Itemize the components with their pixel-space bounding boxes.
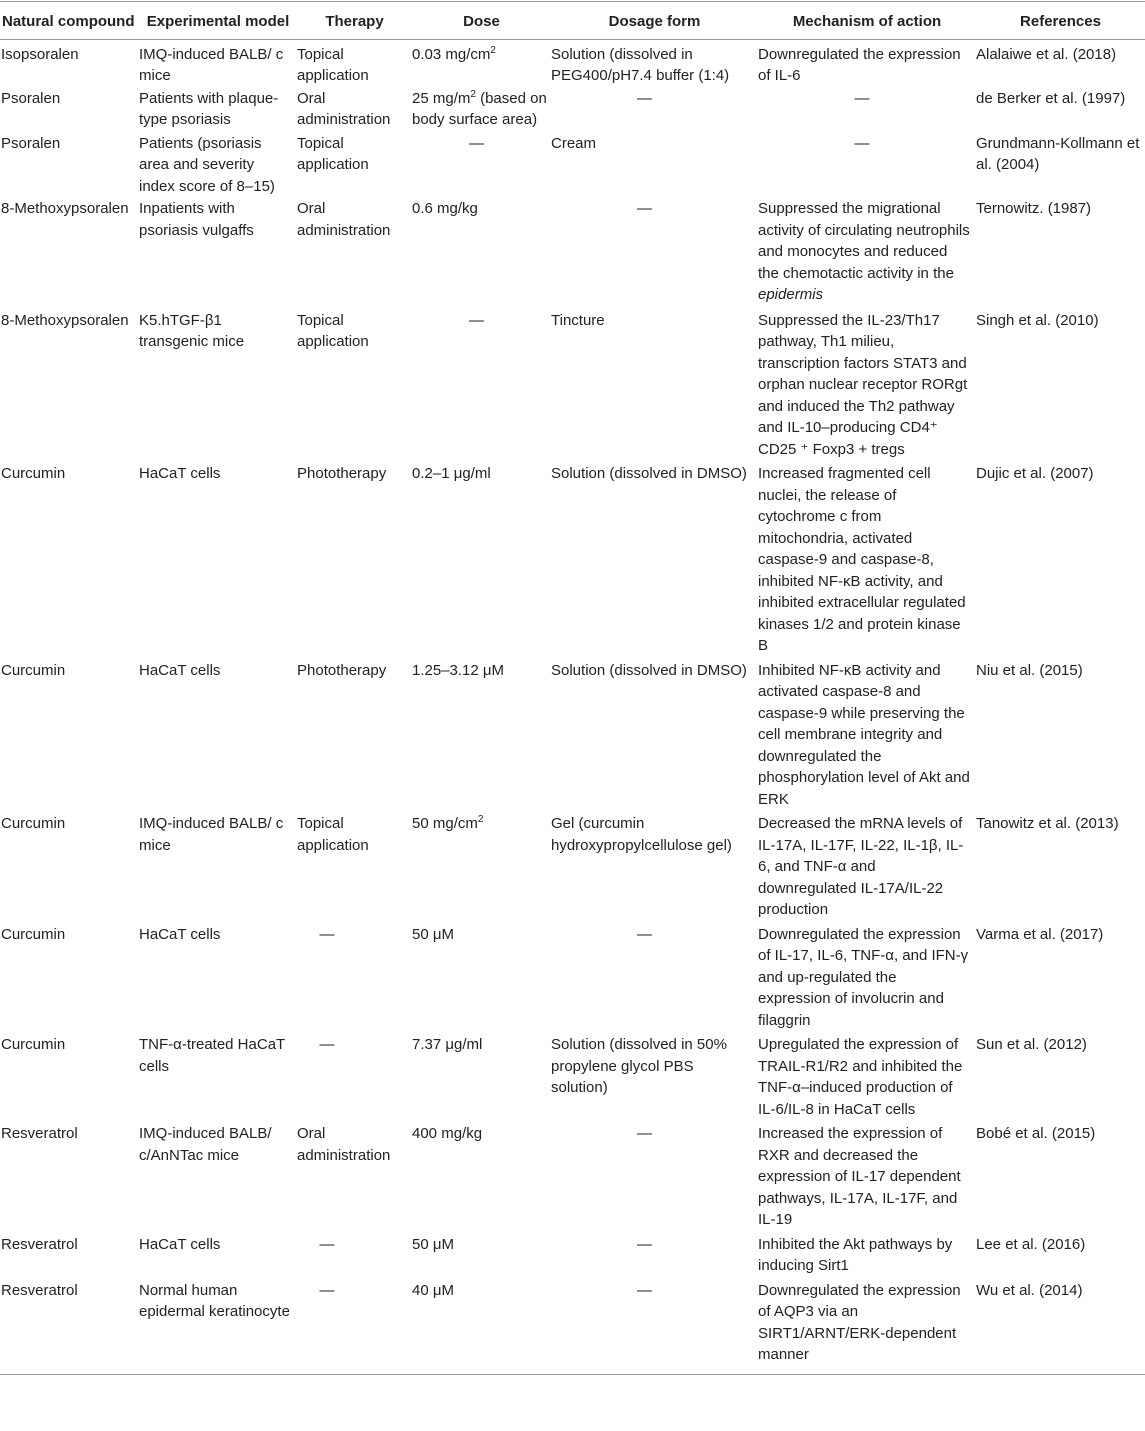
mechanism-text: Increased the expression of RXR and decreased the expression of IL-17 dependent pathways, IL-17A, IL-17F, and IL-19 (758, 1125, 961, 1228)
header-mechanism: Mechanism of action (792, 13, 942, 30)
cell-natural-compound (0, 306, 139, 461)
cell-mechanism (758, 657, 976, 811)
compound-name: Curcumin (1, 815, 66, 832)
mechanism-text: — (854, 89, 870, 107)
mechanism-text: Downregulated the expression of IL-6 (758, 45, 961, 84)
reference-text: Varma et al. (2017) (976, 925, 1104, 943)
compound-name: Resveratrol (1, 1125, 78, 1142)
model-text: HaCaT cells (139, 1235, 221, 1253)
table-row (0, 1277, 1145, 1375)
cell-experimental-model (139, 921, 297, 1032)
compound-name: Curcumin (1, 1036, 66, 1053)
cell-natural-compound (0, 460, 139, 657)
dosage-form-text: — (637, 1125, 652, 1142)
cell-therapy (297, 306, 412, 461)
cell-natural-compound (0, 131, 139, 198)
cell-natural-compound (0, 1120, 139, 1231)
cell-dose (412, 460, 551, 657)
compound-name: Resveratrol (1, 1235, 78, 1253)
model-text: IMQ-induced BALB/ c mice (139, 45, 284, 84)
cell-therapy (297, 131, 412, 198)
dosage-form-text: — (637, 925, 652, 943)
model-text: HaCaT cells (139, 661, 221, 679)
cell-dosage-form (551, 39, 758, 87)
table-row (0, 657, 1145, 811)
dose-text: 1.25–3.12 μM (412, 661, 505, 679)
cell-mechanism (758, 87, 976, 131)
compound-name: Curcumin (1, 661, 66, 679)
compound-table (0, 1, 1145, 1375)
dosage-form-text: Solution (dissolved in DMSO) (551, 661, 747, 679)
cell-reference (976, 306, 1145, 461)
cell-therapy (297, 197, 412, 306)
cell-reference (976, 87, 1145, 131)
cell-dose (412, 306, 551, 461)
mechanism-text: Increased fragmented cell nuclei, the release of cytochrome c from mitochondria, activated caspase-9 and caspase-8, inhibited NF-κB activity, and inhibited extracellular regulated kinases 1/2 and protein kinase B (758, 465, 966, 654)
dose-text: 400 mg/kg (412, 1125, 483, 1142)
cell-therapy (297, 810, 412, 921)
compound-name: Isopsoralen (1, 45, 79, 63)
cell-dose (412, 657, 551, 811)
cell-dosage-form (551, 657, 758, 811)
therapy-text: — (319, 1036, 335, 1053)
cell-dosage-form (551, 1120, 758, 1231)
cell-dosage-form (551, 1231, 758, 1277)
cell-mechanism (758, 921, 976, 1032)
cell-reference (976, 1031, 1145, 1120)
model-text: Normal human epidermal keratinocyte (139, 1281, 290, 1320)
model-text: IMQ-induced BALB/ c/AnNTac mice (139, 1125, 272, 1164)
cell-dose (412, 1031, 551, 1120)
cell-experimental-model (139, 1231, 297, 1277)
cell-natural-compound (0, 921, 139, 1032)
reference-text: Dujic et al. (2007) (976, 465, 1094, 482)
therapy-text: — (319, 1235, 335, 1253)
mechanism-text: Downregulated the expression of AQP3 via an SIRT1/ARNT/ERK-dependent manner (758, 1281, 961, 1363)
table-row (0, 1231, 1145, 1277)
header-dosage-form: Dosage form (608, 13, 701, 30)
cell-reference (976, 131, 1145, 198)
cell-dose (412, 810, 551, 921)
cell-dosage-form (551, 87, 758, 131)
compound-name: 8-Methoxypsoralen (1, 311, 129, 329)
cell-therapy (297, 39, 412, 87)
model-text: Inpatients with psoriasis vulgaffs (139, 200, 254, 239)
cell-natural-compound (0, 197, 139, 306)
cell-experimental-model (139, 39, 297, 87)
dosage-form-text: Gel (curcumin hydroxypropylcellulose gel) (551, 815, 732, 854)
reference-text: Singh et al. (2010) (976, 311, 1099, 329)
cell-therapy (297, 657, 412, 811)
cell-therapy (297, 460, 412, 657)
cell-experimental-model (139, 131, 297, 198)
table-row (0, 1031, 1145, 1120)
dose-text: 7.37 μg/ml (412, 1036, 483, 1053)
therapy-text: — (319, 925, 335, 943)
reference-text: Tanowitz et al. (2013) (976, 815, 1119, 832)
dosage-form-text: Solution (dissolved in 50% propylene glycol PBS solution) (551, 1036, 727, 1096)
cell-therapy (297, 1120, 412, 1231)
therapy-text: Topical application (297, 815, 369, 854)
table-row (0, 306, 1145, 461)
compound-name: Psoralen (1, 134, 61, 152)
dosage-form-text: — (637, 200, 652, 217)
cell-natural-compound (0, 39, 139, 87)
cell-dose (412, 1120, 551, 1231)
dose-text: 0.03 mg/cm (412, 45, 491, 63)
cell-reference (976, 39, 1145, 87)
cell-mechanism (758, 460, 976, 657)
therapy-text: Oral administration (297, 1125, 391, 1164)
cell-mechanism (758, 306, 976, 461)
cell-natural-compound (0, 1031, 139, 1120)
header-dose: Dose (463, 13, 500, 30)
model-text: Patients (psoriasis area and severity index score of 8–15) (139, 134, 275, 195)
mechanism-text: Inhibited the Akt pathways by inducing Sirt1 (758, 1235, 953, 1274)
dose-superscript: 2 (477, 814, 484, 825)
dosage-form-text: Solution (dissolved in DMSO) (551, 465, 747, 482)
mechanism-text: Downregulated the expression of IL-17, IL-6, TNF-α, and IFN-γ and up-regulated the expression of involucrin and filaggrin (758, 925, 969, 1029)
cell-experimental-model (139, 657, 297, 811)
dosage-form-text: — (637, 1235, 652, 1253)
cell-reference (976, 810, 1145, 921)
cell-therapy (297, 87, 412, 131)
mechanism-emphasis: epidermis (758, 286, 824, 303)
cell-dosage-form (551, 1277, 758, 1375)
cell-mechanism (758, 131, 976, 198)
cell-reference (976, 197, 1145, 306)
dose-superscript: 2 (490, 44, 496, 56)
cell-dose (412, 1231, 551, 1277)
reference-text: Lee et al. (2016) (976, 1235, 1086, 1253)
cell-therapy (297, 1277, 412, 1375)
cell-dose (412, 197, 551, 306)
cell-dosage-form (551, 921, 758, 1032)
dose-text: — (469, 134, 484, 152)
cell-mechanism (758, 39, 976, 87)
model-text: IMQ-induced BALB/ c mice (139, 815, 284, 854)
therapy-text: Phototherapy (297, 661, 387, 679)
compound-name: 8-Methoxypsoralen (1, 200, 129, 217)
compound-name: Curcumin (1, 925, 66, 943)
cell-reference (976, 1277, 1145, 1375)
therapy-text: Phototherapy (297, 465, 387, 482)
dose-text: 25 mg/m (412, 89, 471, 107)
dose-text: 50 μM (412, 1235, 454, 1253)
cell-dosage-form (551, 131, 758, 198)
table-body (0, 39, 1145, 1374)
cell-natural-compound (0, 1231, 139, 1277)
dosage-form-text: Tincture (551, 311, 605, 329)
therapy-text: Topical application (297, 311, 369, 350)
table-row (0, 131, 1145, 198)
cell-dosage-form (551, 1031, 758, 1120)
cell-natural-compound (0, 810, 139, 921)
cell-experimental-model (139, 197, 297, 306)
model-text: TNF-α-treated HaCaT cells (139, 1036, 285, 1075)
mechanism-text: Suppressed the migrational activity of circulating neutrophils and monocytes and reduced the chemotactic activity in the (758, 200, 970, 282)
cell-natural-compound (0, 657, 139, 811)
dose-superscript: 2 (470, 88, 476, 100)
cell-therapy (297, 921, 412, 1032)
cell-experimental-model (139, 460, 297, 657)
cell-therapy (297, 1231, 412, 1277)
compound-name: Psoralen (1, 89, 61, 107)
dose-text: — (469, 311, 484, 329)
reference-text: de Berker et al. (1997) (976, 89, 1126, 107)
therapy-text: Topical application (297, 134, 369, 173)
compound-name: Curcumin (1, 465, 66, 482)
cell-experimental-model (139, 810, 297, 921)
header-row (0, 2, 1145, 40)
cell-experimental-model (139, 1277, 297, 1375)
header-natural-compound: Natural compound (2, 13, 135, 30)
reference-text: Niu et al. (2015) (976, 661, 1083, 679)
reference-text: Sun et al. (2012) (976, 1036, 1087, 1053)
cell-experimental-model (139, 1031, 297, 1120)
cell-mechanism (758, 1231, 976, 1277)
dose-text: 50 mg/cm (412, 815, 478, 832)
cell-dosage-form (551, 306, 758, 461)
model-text: HaCaT cells (139, 925, 221, 943)
model-text: HaCaT cells (139, 465, 221, 482)
cell-dose (412, 131, 551, 198)
cell-dose (412, 39, 551, 87)
reference-text: Alalaiwe et al. (2018) (976, 45, 1117, 63)
model-text: Patients with plaque-type psoriasis (139, 89, 279, 128)
cell-natural-compound (0, 87, 139, 131)
cell-therapy (297, 1031, 412, 1120)
reference-text: Bobé et al. (2015) (976, 1125, 1096, 1142)
table-row (0, 921, 1145, 1032)
reference-text: Grundmann-Kollmann et al. (2004) (976, 134, 1140, 173)
dose-text-continued: (based on body surface area) (412, 89, 547, 128)
cell-mechanism (758, 1031, 976, 1120)
mechanism-text: Suppressed the IL-23/Th17 pathway, Th1 milieu, transcription factors STAT3 and orphan nuclear receptor RORgt and induced the Th2 pathway and IL-10–producing CD4⁺ CD25 ⁺ Foxp3 + tregs (758, 311, 968, 458)
cell-dose (412, 87, 551, 131)
dose-text: 0.2–1 μg/ml (412, 465, 491, 482)
mechanism-text: Upregulated the expression of TRAIL-R1/R2 and inhibited the TNF-α–induced production of IL-6/IL-8 in HaCaT cells (758, 1036, 963, 1118)
table-header (0, 2, 1145, 40)
cell-dosage-form (551, 810, 758, 921)
table-row (0, 1120, 1145, 1231)
cell-dose (412, 921, 551, 1032)
table-row (0, 197, 1145, 306)
dosage-form-text: — (637, 89, 652, 107)
table-row (0, 39, 1145, 87)
dosage-form-text: — (637, 1281, 652, 1299)
cell-reference (976, 1231, 1145, 1277)
dose-text: 50 μM (412, 925, 454, 943)
table-row (0, 810, 1145, 921)
mechanism-text: Decreased the mRNA levels of IL-17A, IL-17F, IL-22, IL-1β, IL-6, and TNF-α and downregulated IL-17A/IL-22 production (758, 815, 964, 918)
cell-reference (976, 460, 1145, 657)
therapy-text: Oral administration (297, 89, 391, 128)
cell-experimental-model (139, 87, 297, 131)
cell-dose (412, 1277, 551, 1375)
cell-mechanism (758, 197, 976, 306)
dose-text: 0.6 mg/kg (412, 200, 478, 217)
header-experimental-model: Experimental model (146, 13, 290, 30)
dosage-form-text: Cream (551, 134, 597, 152)
compound-name: Resveratrol (1, 1281, 78, 1299)
cell-mechanism (758, 1120, 976, 1231)
table-row (0, 460, 1145, 657)
dosage-form-text: Solution (dissolved in PEG400/pH7.4 buffer (1:4) (551, 45, 730, 84)
reference-text: Ternowitz. (1987) (976, 200, 1092, 217)
header-references: References (1020, 13, 1101, 30)
cell-dosage-form (551, 197, 758, 306)
header-therapy: Therapy (325, 13, 384, 30)
cell-experimental-model (139, 1120, 297, 1231)
therapy-text: Topical application (297, 45, 369, 84)
cell-mechanism (758, 810, 976, 921)
cell-dosage-form (551, 460, 758, 657)
mechanism-text: Inhibited NF-κB activity and activated caspase-8 and caspase-9 while preserving the cell membrane integrity and downregulated the phosphorylation level of Akt and ERK (758, 661, 970, 808)
table-row (0, 87, 1145, 131)
therapy-text: — (319, 1281, 335, 1299)
cell-mechanism (758, 1277, 976, 1375)
dose-text: 40 μM (412, 1281, 454, 1299)
cell-experimental-model (139, 306, 297, 461)
mechanism-text: — (854, 134, 870, 152)
cell-reference (976, 657, 1145, 811)
cell-reference (976, 921, 1145, 1032)
cell-natural-compound (0, 1277, 139, 1375)
cell-reference (976, 1120, 1145, 1231)
reference-text: Wu et al. (2014) (976, 1281, 1083, 1299)
therapy-text: Oral administration (297, 200, 391, 239)
model-text: K5.hTGF-β1 transgenic mice (139, 311, 245, 350)
